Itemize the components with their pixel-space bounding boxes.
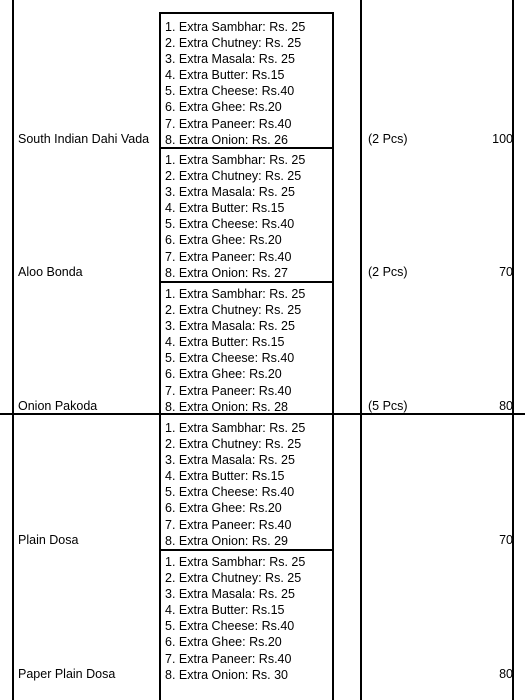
addon-line: 2. Extra Chutney: Rs. 25 [165,437,302,452]
addon-line: 4. Extra Butter: Rs.15 [165,68,285,83]
item-name: Aloo Bonda [18,265,83,279]
addon-line: 5. Extra Cheese: Rs.40 [165,485,295,500]
addon-line: 1. Extra Sambhar: Rs. 25 [165,153,306,167]
addon-line: 1. Extra Sambhar: Rs. 25 [165,287,306,301]
addons-box [159,415,334,551]
item-name: Onion Pakoda [18,399,98,413]
addon-line: 3. Extra Masala: Rs. 25 [165,587,295,602]
addon-line: 2. Extra Chutney: Rs. 25 [165,303,302,318]
addon-line: 7. Extra Paneer: Rs.40 [165,116,292,131]
item-price: 80 [499,667,513,681]
addon-line: 3. Extra Masala: Rs. 25 [165,52,295,67]
addon-line: 4. Extra Butter: Rs.15 [165,603,285,618]
addon-line: 4. Extra Butter: Rs.15 [165,469,285,484]
addon-line: 5. Extra Cheese: Rs.40 [165,619,295,634]
addon-line: 2. Extra Chutney: Rs. 25 [165,169,302,184]
addon-line: 7. Extra Paneer: Rs.40 [165,383,292,398]
addon-line: 6. Extra Ghee: Rs.20 [165,501,282,516]
column-divider-left [12,0,14,700]
item-quantity: (2 Pcs) [368,132,408,146]
item-name: Paper Plain Dosa [18,667,116,681]
addon-line: 3. Extra Masala: Rs. 25 [165,185,295,200]
addon-line: 2. Extra Chutney: Rs. 25 [165,571,302,586]
addon-line: 5. Extra Cheese: Rs.40 [165,84,295,99]
item-price: 70 [499,533,513,547]
addon-line: 8. Extra Onion: Rs. 28 [165,399,288,414]
addons-box [159,549,334,700]
item-name: South Indian Dahi Vada [18,132,150,146]
addon-line: 2. Extra Chutney: Rs. 25 [165,36,302,51]
item-name: Plain Dosa [18,533,79,547]
addon-line: 5. Extra Cheese: Rs.40 [165,217,295,232]
addon-line: 1. Extra Sambhar: Rs. 25 [165,421,306,435]
addon-line: 7. Extra Paneer: Rs.40 [165,249,292,264]
addon-line: 6. Extra Ghee: Rs.20 [165,635,282,650]
addons-box [159,281,334,414]
addon-line: 7. Extra Paneer: Rs.40 [165,651,292,666]
addon-line: 8. Extra Onion: Rs. 30 [165,667,288,682]
addon-line: 8. Extra Onion: Rs. 26 [165,132,288,147]
item-price: 100 [492,132,513,146]
item-price: 70 [499,265,513,279]
addon-line: 6. Extra Ghee: Rs.20 [165,233,282,248]
addons-box [159,12,334,149]
addon-line: 3. Extra Masala: Rs. 25 [165,319,295,334]
addon-line: 1. Extra Sambhar: Rs. 25 [165,555,306,569]
addon-line: 6. Extra Ghee: Rs.20 [165,100,282,115]
addon-line: 6. Extra Ghee: Rs.20 [165,367,282,382]
addon-line: 4. Extra Butter: Rs.15 [165,201,285,216]
item-price: 80 [499,399,513,413]
addon-line: 8. Extra Onion: Rs. 29 [165,533,288,548]
column-divider-qty [360,0,362,700]
addon-line: 3. Extra Masala: Rs. 25 [165,453,295,468]
addon-line: 5. Extra Cheese: Rs.40 [165,351,295,366]
addon-line: 1. Extra Sambhar: Rs. 25 [165,20,306,34]
item-quantity: (5 Pcs) [368,399,408,413]
addons-box [159,147,334,283]
column-divider-price [512,0,514,700]
addon-line: 7. Extra Paneer: Rs.40 [165,517,292,532]
addon-line: 8. Extra Onion: Rs. 27 [165,265,288,280]
item-quantity: (2 Pcs) [368,265,408,279]
addon-line: 4. Extra Butter: Rs.15 [165,335,285,350]
